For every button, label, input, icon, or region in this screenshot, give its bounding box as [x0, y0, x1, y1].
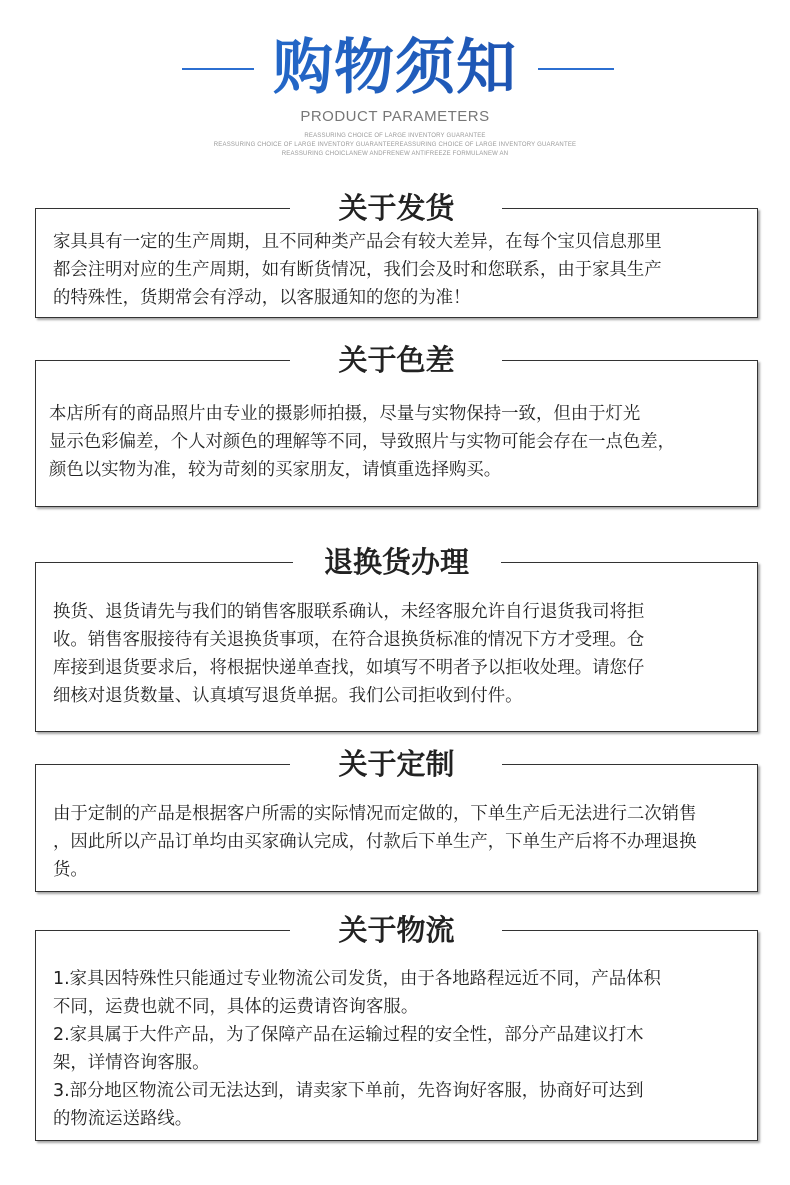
- title-decor-line-right: [538, 68, 614, 70]
- section-body: 家具具有一定的生产周期，且不同种类产品会有较大差异，在每个宝贝信息那里 都会注明对应的生产周期，如有断货情况，我们会及时和您联系，由于家具生产 的特殊性，货期常会有浮动，以客服通知的您的为准！: [53, 232, 662, 308]
- section-custom: [35, 742, 758, 892]
- page-header: [0, 0, 790, 170]
- page-subtitle: PRODUCT PARAMETERS: [300, 108, 490, 125]
- section-body: 换货、退货请先与我们的销售客服联系确认，未经客服允许自行退货我司将拒 收。销售客服接待有关退换货事项，在符合退换货标准的情况下方才受理。仓 库接到退货要求后，将根据快递单查找，如填写不明者予以拒收处理。请您仔 细核对退货数量、认真填写退货单据。我们公司拒收到付件。: [53, 602, 645, 706]
- tagline-1: REASSURING CHOICE OF LARGE INVENTORY GUARANTEE: [304, 133, 486, 139]
- section-title: 关于物流: [338, 913, 455, 947]
- tagline-2: REASSURING CHOICE OF LARGE INVENTORY GUARANTEEREASSURING CHOICE OF LARGE INVENTORY GUARANTEE: [213, 142, 577, 148]
- section-body: 由于定制的产品是根据客户所需的实际情况而定做的，下单生产后无法进行二次销售 ，因此所以产品订单均由买家确认完成，付款后下单生产，下单生产后将不办理退换 货。: [53, 804, 697, 880]
- tagline-3: REASSURING CHOICLANEW ANDFRENEW ANTIFREEZE FORMULANEW AN: [281, 151, 509, 157]
- section-title: 关于色差: [338, 343, 455, 377]
- page-title: 购物须知: [0, 28, 790, 108]
- section-body: 1.家具因特殊性只能通过专业物流公司发货，由于各地路程远近不同，产品体积 不同，运费也就不同，具体的运费请咨询客服。 2.家具属于大件产品，为了保障产品在运输过程的安全性，部分产品建议打木 架，详情咨询客服。 3.部分地区物流公司无法达到，请卖家下单前，先咨询好客服，协商好可达到 的物流运送路线。: [53, 969, 661, 1129]
- section-shipping: [35, 186, 758, 318]
- section-returns: [35, 540, 758, 732]
- section-title: 关于定制: [338, 747, 455, 781]
- section-logistics: [35, 908, 758, 1141]
- section-title: 退换货办理: [323, 545, 469, 579]
- section-title: 关于发货: [338, 191, 455, 225]
- section-color-difference: [35, 338, 758, 507]
- section-body: 本店所有的商品照片由专业的摄影师拍摄，尽量与实物保持一致，但由于灯光 显示色彩偏差，个人对颜色的理解等不同，导致照片与实物可能会存在一点色差， 颜色以实物为准，较为苛刻的买家朋友，请慎重选择购买。: [49, 404, 676, 480]
